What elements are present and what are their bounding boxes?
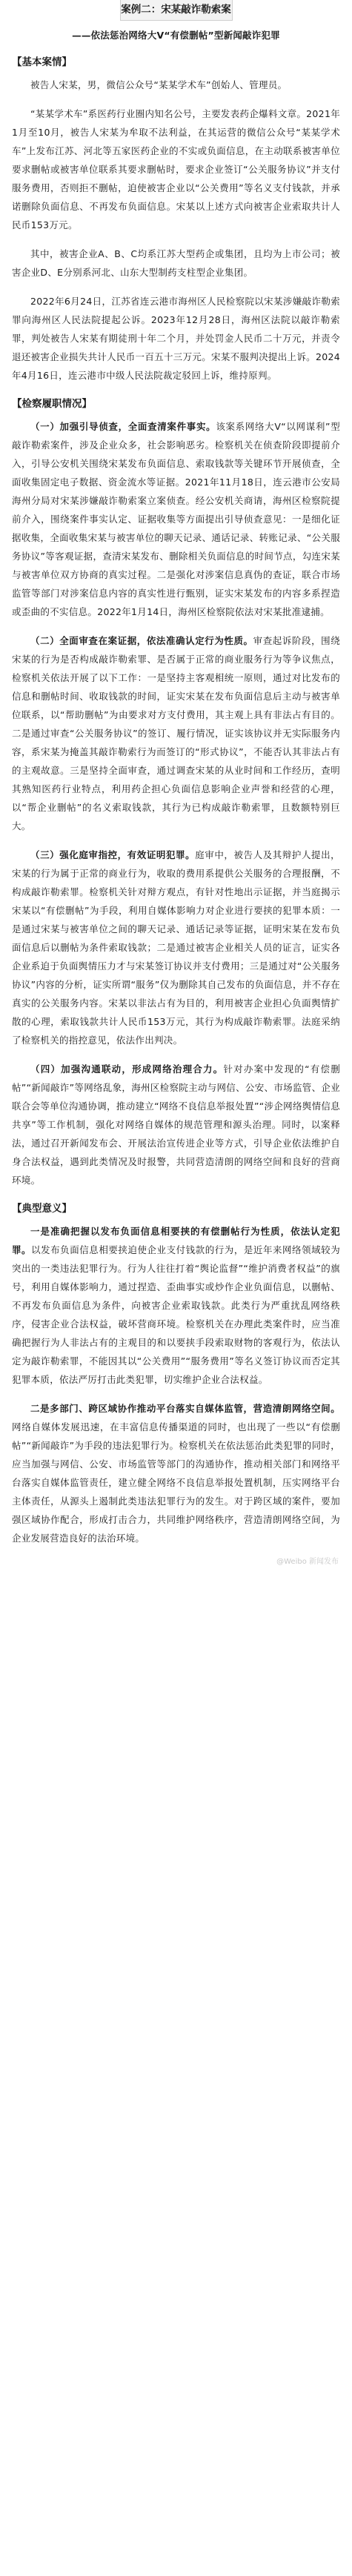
significance-item-1-body: 以发布负面信息相要挟迫使企业支付钱款的行为，是近年来网络领域较为突出的一类违法犯罪行为。行为人往往打着“舆论监督”“维护消费者权益”的旗号，利用自媒体影响力，通过捏造、歪曲事实或炒作企业负面信息，以删帖、不再发布负面信息为条件，向被害企业索取钱款。此类行为严重扰乱网络秩序，侵害企业合法权益，破坏营商环境。检察机关在办理此类案件时，应当准确把握行为人非法占有的主观目的和以要挟手段索取财物的客观行为，依法认定为敲诈勒索罪，不能因其以“公关费用”“服务费用”等名义签订协议而否定其犯罪本质，依法严厉打击此类犯罪，切实维护企业合法权益。 (12, 1244, 340, 1385)
facts-paragraph-4: 2022年6月24日，江苏省连云港市海州区人民检察院以宋某涉嫌敲诈勒索罪向海州区人民法院提起公诉。2023年12月28日，海州区法院以敲诈勒索罪，判处被告人宋某有期徒刑十年二个月，并处罚金人民币二十万元，并责令退还被害企业损失共计人民币一百五十三万元。宋某不服判决提出上诉。2024年4月16日，连云港市中级人民法院裁定驳回上诉，维持原判。 (12, 296, 340, 381)
performance-item-1 (12, 417, 340, 621)
case-subtitle: ——依法惩治网络大V“有偿删帖”型新闻敲诈犯罪 (72, 30, 280, 41)
significance-item-1-head: 一是准确把握以发布负面信息相要挟的有偿删帖行为性质，依法认定犯罪。 (12, 1226, 340, 1255)
performance-item-1-body: 该案系网络大V“以网谋利”型敲诈勒索案件，涉及企业众多，社会影响恶劣。检察机关在侦查阶段即提前介入，引导公安机关围绕宋某发布负面信息、索取钱款等关键环节开展侦查，全面收集固定电子数据、资金流水等证据。2021年11月18日，连云港市公安局海州分局对宋某涉嫌敲诈勒索案立案侦查。经公安机关商请，海州区检察院提前介入，围绕案件事实认定、证据收集等方面提出引导侦查意见：一是细化证据收集，全面收集宋某与被害单位的聊天记录、通话记录、转账记录、“公关服务协议”等客观证据，查清宋某发布、删除相关负面信息的时间节点，勾连宋某与被害单位双方协商的真实过程。二是强化对涉案信息真伪的查证，联合市场监管等部门对涉案信息内容的真实性进行甄别，证实宋某发布的内容多系捏造或歪曲的不实信息。2022年1月14日，海州区检察院依法对宋某批准逮捕。 (12, 421, 341, 617)
facts-paragraph-2: “某某学术车”系医药行业圈内知名公号，主要发表药企爆料文章。2021年1月至10月，被告人宋某为牟取不法利益，在其运营的微信公众号“某某学术车”上发布江苏、河北等五家医药企业的不实或负面信息，在主动联系被害单位要求删帖或被害单位联系其要求删帖时，要求企业签订“公关服务协议”并支付服务费用，否则拒不删帖，迫使被害企业以“公关费用”等名义支付钱款，并承诺删除负面信息、不再发布负面信息。宋某以上述方式向被害企业索取共计人民币153万元。 (12, 108, 340, 230)
performance-item-4-head: （四）加强沟通联动，形成网络治理合力。 (30, 1063, 224, 1075)
performance-item-2-head: （二）全面审查在案证据，依法准确认定行为性质。 (30, 635, 253, 646)
performance-item-4-body: 针对办案中发现的“有偿删帖”“新闻敲诈”等网络乱象，海州区检察院主动与网信、公安、市场监管、企业联合会等单位沟通协调，推动建立“网络不良信息举报处置”“涉企网络舆情信息共享”等工作机制，强化对网络自媒体的规范管理和源头治理。同时，以案释法，通过召开新闻发布会、开展法治宣传进企业等方式，引导企业依法维护自身合法权益，遇到此类情况及时报警，共同营造清朗的网络空间和良好的营商环境。 (12, 1063, 341, 1186)
performance-item-2-body: 审查起诉阶段，围绕宋某的行为是否构成敲诈勒索罪、是否属于正常的商业服务行为等争议焦点，检察机关依法开展了以下工作：一是坚持主客观相统一原则，通过对比发布的信息和删帖时间、收取钱款的时间，证实宋某在发布负面信息后主动与被害单位联系，以“帮助删帖”为由要求对方支付费用，其主观上具有非法占有目的。二是通过审查“公关服务协议”的签订、履行情况，证实该协议并无实际服务内容，系宋某为掩盖其敲诈勒索行为而签订的“形式协议”，不能否认其非法占有的主观故意。三是坚持全面审查，通过调查宋某的从业时间和工作经历，查明其熟知医药行业特点，利用药企担心负面信息影响企业声誉和经营的心理，以“帮企业删帖”的名义索取钱款，其行为已构成敲诈勒索罪，且数额特别巨大。 (12, 635, 341, 831)
case-title-banner: 案例二：宋某敲诈勒索案 (120, 0, 233, 21)
facts-paragraph-1: 被告人宋某，男，微信公众号“某某学术车”创始人、管理员。 (30, 79, 288, 90)
significance-item-2 (12, 1399, 340, 1547)
performance-item-3-head: （三）强化庭审指控，有效证明犯罪。 (30, 849, 196, 860)
performance-item-3 (12, 846, 340, 1049)
section-head-facts: 【基本案情】 (12, 56, 72, 68)
section-head-performance: 【检察履职情况】 (12, 398, 92, 410)
weibo-watermark: @Weibo 新闻发布 (276, 1558, 339, 1566)
performance-item-3-body: 庭审中，被告人及其辩护人提出，宋某的行为属于正常的商业行为，收取的费用系提供公关服务的合理报酬，不构成敲诈勒索罪。检察机关针对辩方观点，有针对性地出示证据，并当庭揭示宋某以“有偿删帖”为手段，利用自媒体影响力对企业进行要挟的犯罪本质：一是通过宋某与被害单位之间的聊天记录、通话记录等证据，证明宋某在发布负面信息后以删帖为条件索取钱款；二是通过被害企业相关人员的证言，证实各企业系迫于负面舆情压力才与宋某签订协议并支付费用；三是通过对“公关服务协议”内容的分析，证实所谓“服务”仅为删除其自己发布的负面信息，并不存在真实的公关服务内容。宋某以非法占有为目的，利用被害企业担心负面舆情扩散的心理，索取钱款共计人民币153万元，其行为构成敲诈勒索罪。法庭采纳了检察机关的指控意见，依法作出判决。 (12, 849, 340, 1046)
facts-paragraph-3: 其中，被害企业A、B、C均系江苏大型药企或集团，且均为上市公司；被害企业D、E分别系河北、山东大型制药支柱型企业集团。 (12, 248, 340, 278)
performance-item-1-head: （一）加强引导侦查，全面查清案件事实。 (30, 421, 216, 432)
significance-item-2-head: 二是多部门、跨区域协作推动平台落实自媒体监管，营造清朗网络空间。 (30, 1403, 340, 1414)
performance-item-2 (12, 631, 340, 835)
performance-item-4 (12, 1060, 340, 1189)
significance-item-1 (12, 1222, 340, 1389)
significance-item-2-body: 网络自媒体发展迅速，在丰富信息传播渠道的同时，也出现了一些以“有偿删帖”“新闻敲诈”为手段的违法犯罪行为。检察机关在依法惩治此类犯罪的同时，应当加强与网信、公安、市场监管等部门的沟通协作，推动相关部门和网络平台落实自媒体监管责任，建立健全网络不良信息举报处置机制，压实网络平台主体责任，从源头上遏制此类违法犯罪行为的发生。对于跨区域的案件，要加强区域协作配合，形成打击合力，共同维护网络秩序，营造清朗网络空间，为企业发展营造良好的法治环境。 (12, 1421, 340, 1544)
section-head-significance: 【典型意义】 (12, 1203, 72, 1215)
